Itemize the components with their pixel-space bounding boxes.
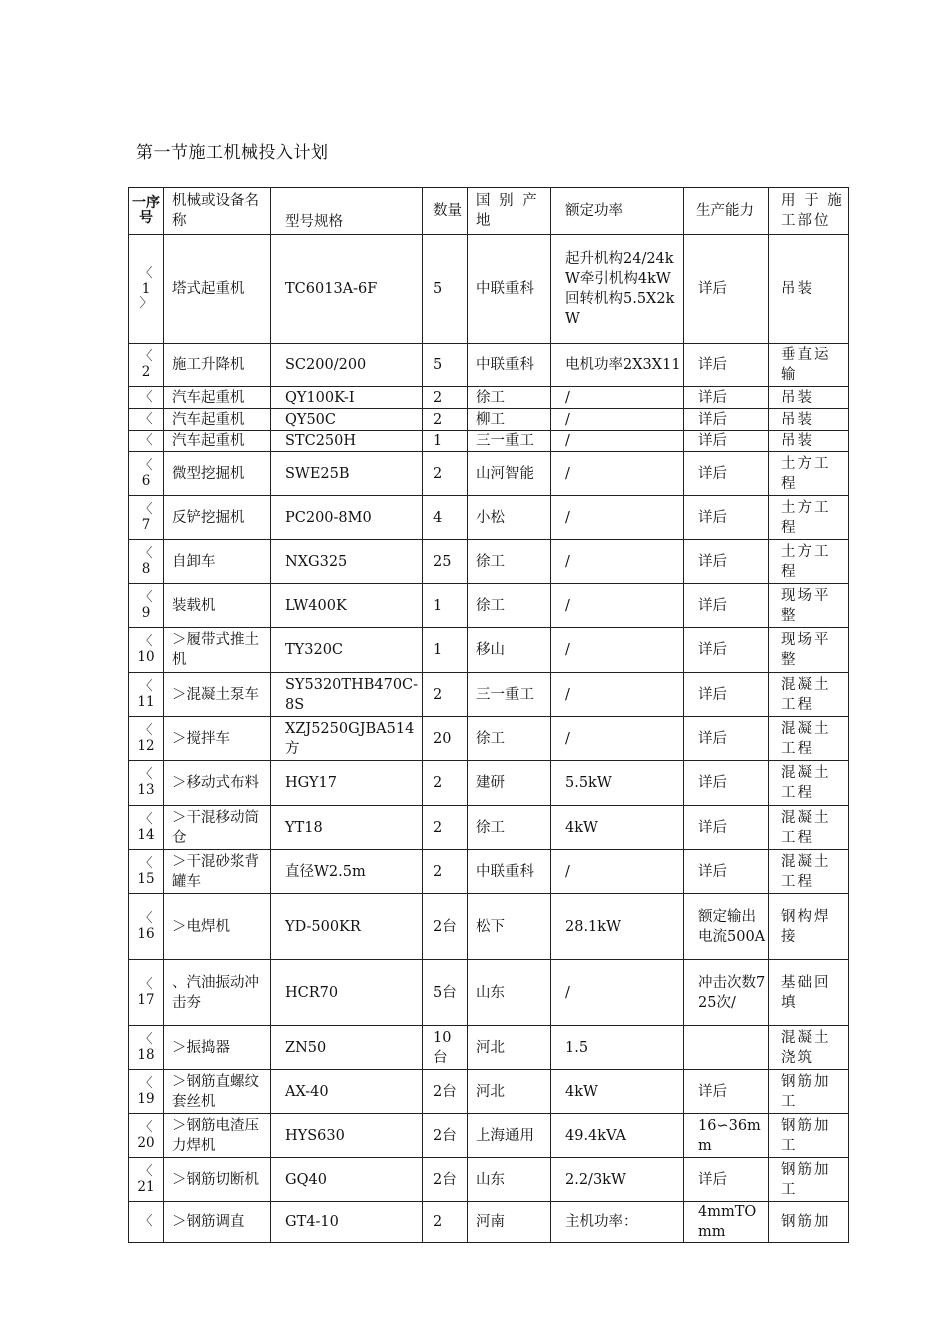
- cell-model: TY320C: [271, 628, 423, 673]
- index-bracket: 〈: [139, 545, 153, 561]
- index-bracket: 〈: [139, 634, 153, 649]
- cell-model: LW400K: [271, 584, 423, 628]
- index-bracket: 〈: [139, 589, 153, 605]
- cell-qty: 5: [423, 344, 468, 387]
- cell-model: GQ40: [271, 1158, 423, 1202]
- index-number: 10: [137, 649, 155, 665]
- cell-qty: 2台: [423, 894, 468, 960]
- cell-power: /: [551, 409, 684, 431]
- cell-qty: 2: [423, 806, 468, 850]
- header-use: 用 于 施工部位: [769, 188, 849, 235]
- cell-name: ＞钢筋直螺纹套丝机: [164, 1070, 271, 1114]
- cell-name: ＞移动式布料: [164, 761, 271, 806]
- index-number: 19: [137, 1090, 155, 1107]
- cell-index: [129, 409, 164, 431]
- cell-name: ＞钢筋切断机: [164, 1158, 271, 1202]
- cell-power: 主机功率：: [551, 1202, 684, 1243]
- table-row: [129, 806, 849, 850]
- index-bracket: 〈: [139, 349, 153, 364]
- cell-capacity: 详后: [684, 431, 769, 452]
- index-number: 15: [137, 870, 155, 887]
- cell-use: 混凝土工程: [769, 673, 849, 717]
- index-bracket: 〈: [139, 1075, 153, 1091]
- index-bracket: 〈: [139, 411, 153, 427]
- cell-origin: 徐工: [468, 584, 551, 628]
- index-number: 6: [141, 472, 151, 489]
- index-bracket: 〈: [139, 910, 153, 926]
- cell-power: 49.4kVA: [551, 1114, 684, 1158]
- table-row: [129, 1114, 849, 1158]
- cell-qty: 2: [423, 1202, 468, 1243]
- index-number: 14: [137, 826, 155, 843]
- cell-power: 1.5: [551, 1026, 684, 1070]
- cell-use: 钢筋加: [769, 1202, 849, 1243]
- index-number: 1: [141, 281, 151, 297]
- cell-use: 土方工程: [769, 496, 849, 540]
- cell-power: /: [551, 496, 684, 540]
- cell-use: 钢筋加工: [769, 1070, 849, 1114]
- cell-qty: 1: [423, 584, 468, 628]
- cell-origin: 三一重工: [468, 673, 551, 717]
- header-index: 一序号: [129, 188, 164, 235]
- cell-use: 现场平整: [769, 584, 849, 628]
- header-power: 额定功率: [551, 188, 684, 235]
- cell-qty: 1: [423, 431, 468, 452]
- cell-index: [129, 894, 164, 960]
- cell-use: 混凝土浇筑: [769, 1026, 849, 1070]
- table-row: [129, 1026, 849, 1070]
- cell-name: ＞钢筋调直: [164, 1202, 271, 1243]
- cell-origin: 柳工: [468, 409, 551, 431]
- cell-qty: 2: [423, 673, 468, 717]
- cell-qty: 4: [423, 496, 468, 540]
- cell-model: GT4-10: [271, 1202, 423, 1243]
- cell-name: 汽车起重机: [164, 387, 271, 409]
- table-row: [129, 496, 849, 540]
- cell-power: /: [551, 387, 684, 409]
- cell-origin: 移山: [468, 628, 551, 673]
- index-bracket-close: 〉: [139, 296, 153, 311]
- cell-capacity: 详后: [684, 235, 769, 344]
- cell-index: [129, 1202, 164, 1243]
- cell-origin: 徐工: [468, 387, 551, 409]
- cell-name: 施工升降机: [164, 344, 271, 387]
- cell-model: YD-500KR: [271, 894, 423, 960]
- table-row: [129, 894, 849, 960]
- cell-use: 混凝土工程: [769, 761, 849, 806]
- cell-name: 汽车起重机: [164, 409, 271, 431]
- cell-power: /: [551, 850, 684, 894]
- cell-use: 现场平整: [769, 628, 849, 673]
- cell-model: SWE25B: [271, 452, 423, 496]
- table-row: [129, 1202, 849, 1243]
- cell-capacity: 详后: [684, 850, 769, 894]
- header-qty: 数量: [423, 188, 468, 235]
- table-row: [129, 850, 849, 894]
- cell-power: 起升机构24/24kW牵引机构4kW回转机构5.5X2kW: [551, 235, 684, 344]
- cell-capacity: 详后: [684, 344, 769, 387]
- cell-name: 塔式起重机: [164, 235, 271, 344]
- cell-model: TC6013A-6F: [271, 235, 423, 344]
- cell-use: 吊装: [769, 235, 849, 344]
- cell-model: NXG325: [271, 540, 423, 584]
- index-number: 12: [137, 737, 155, 754]
- cell-origin: 中联重科: [468, 344, 551, 387]
- cell-origin: 山东: [468, 960, 551, 1026]
- cell-model: QY50C: [271, 409, 423, 431]
- cell-name: ＞履带式推土机: [164, 628, 271, 673]
- index-bracket: 〈: [139, 1163, 153, 1179]
- cell-origin: 山河智能: [468, 452, 551, 496]
- cell-index: [129, 1070, 164, 1114]
- cell-name: 装载机: [164, 584, 271, 628]
- cell-use: 混凝土工程: [769, 806, 849, 850]
- cell-model: AX-40: [271, 1070, 423, 1114]
- cell-capacity: 详后: [684, 628, 769, 673]
- cell-origin: 中联重科: [468, 235, 551, 344]
- cell-index: [129, 540, 164, 584]
- cell-index: [129, 960, 164, 1026]
- header-name: 机械或设备名称: [164, 188, 271, 235]
- index-number: 16: [137, 925, 155, 942]
- cell-power: /: [551, 540, 684, 584]
- header-origin: 国 别 产地: [468, 188, 551, 235]
- equipment-table: [128, 187, 849, 1243]
- cell-use: 基础回填: [769, 960, 849, 1026]
- cell-model: 直径W2.5m: [271, 850, 423, 894]
- cell-index: [129, 344, 164, 387]
- cell-power: /: [551, 717, 684, 761]
- cell-capacity: 详后: [684, 673, 769, 717]
- cell-name: ＞混凝土泵车: [164, 673, 271, 717]
- cell-capacity: 4mmTOmm: [684, 1202, 769, 1243]
- cell-model: HCR70: [271, 960, 423, 1026]
- index-number: 9: [141, 604, 151, 621]
- cell-model: SY5320THB470C-8S: [271, 673, 423, 717]
- cell-capacity: 详后: [684, 806, 769, 850]
- cell-power: /: [551, 452, 684, 496]
- cell-capacity: 详后: [684, 452, 769, 496]
- table-row: [129, 761, 849, 806]
- cell-index: [129, 761, 164, 806]
- table-row: [129, 960, 849, 1026]
- index-number: 21: [137, 1178, 155, 1195]
- cell-use: 钢筋加工: [769, 1158, 849, 1202]
- cell-qty: 2台: [423, 1070, 468, 1114]
- cell-name: ＞振捣器: [164, 1026, 271, 1070]
- header-capacity: 生产能力: [684, 188, 769, 235]
- cell-use: 吊装: [769, 387, 849, 409]
- table-row: [129, 628, 849, 673]
- cell-model: HGY17: [271, 761, 423, 806]
- cell-power: 5.5kW: [551, 761, 684, 806]
- index-bracket: 〈: [139, 1119, 153, 1135]
- cell-use: 钢筋加工: [769, 1114, 849, 1158]
- cell-capacity: [684, 1026, 769, 1070]
- cell-capacity: 详后: [684, 540, 769, 584]
- header-model: 型号规格: [271, 188, 423, 235]
- cell-power: /: [551, 628, 684, 673]
- cell-model: SC200/200: [271, 344, 423, 387]
- cell-capacity: 详后: [684, 496, 769, 540]
- cell-name: 微型挖掘机: [164, 452, 271, 496]
- cell-name: ＞干混砂浆背罐车: [164, 850, 271, 894]
- table-row: [129, 431, 849, 452]
- index-number: 2: [141, 364, 151, 380]
- index-bracket: 〈: [139, 1214, 153, 1229]
- cell-qty: 2: [423, 452, 468, 496]
- cell-qty: 2台: [423, 1158, 468, 1202]
- cell-origin: 上海通用: [468, 1114, 551, 1158]
- cell-name: ＞电焊机: [164, 894, 271, 960]
- cell-power: /: [551, 584, 684, 628]
- page-title: 第一节施工机械投入计划: [136, 143, 329, 163]
- cell-origin: 徐工: [468, 540, 551, 584]
- index-bracket: 〈: [139, 1031, 153, 1047]
- cell-power: 2.2/3kW: [551, 1158, 684, 1202]
- cell-capacity: 详后: [684, 1070, 769, 1114]
- cell-origin: 山东: [468, 1158, 551, 1202]
- index-bracket: 〈: [139, 457, 153, 473]
- cell-use: 垂直运输: [769, 344, 849, 387]
- cell-use: 混凝土工程: [769, 850, 849, 894]
- index-bracket: 〈: [139, 501, 153, 517]
- index-bracket: 〈: [139, 433, 153, 448]
- cell-index: [129, 1026, 164, 1070]
- cell-model: HYS630: [271, 1114, 423, 1158]
- cell-origin: 小松: [468, 496, 551, 540]
- cell-use: 吊装: [769, 409, 849, 431]
- cell-origin: 徐工: [468, 806, 551, 850]
- index-bracket: 〈: [139, 722, 153, 738]
- cell-name: 、汽油振动冲击夯: [164, 960, 271, 1026]
- table-row: [129, 540, 849, 584]
- table-row: [129, 387, 849, 409]
- cell-capacity: 详后: [684, 717, 769, 761]
- cell-qty: 2: [423, 409, 468, 431]
- table-row: [129, 717, 849, 761]
- index-number: 8: [141, 560, 151, 577]
- table-row: [129, 1158, 849, 1202]
- cell-use: 土方工程: [769, 540, 849, 584]
- table-row: [129, 584, 849, 628]
- cell-origin: 河北: [468, 1026, 551, 1070]
- cell-use: 土方工程: [769, 452, 849, 496]
- index-number: 20: [137, 1134, 155, 1151]
- cell-origin: 中联重科: [468, 850, 551, 894]
- cell-name: 汽车起重机: [164, 431, 271, 452]
- cell-qty: 2: [423, 850, 468, 894]
- table-row: [129, 673, 849, 717]
- table-row: [129, 409, 849, 431]
- cell-model: PC200-8M0: [271, 496, 423, 540]
- table-body: [129, 235, 849, 1243]
- cell-model: QY100K-I: [271, 387, 423, 409]
- index-bracket: 〈: [139, 389, 153, 405]
- cell-index: [129, 1158, 164, 1202]
- cell-power: 4kW: [551, 806, 684, 850]
- cell-power: /: [551, 431, 684, 452]
- index-number: 11: [137, 693, 155, 710]
- cell-name: ＞干混移动筒仓: [164, 806, 271, 850]
- index-number: 7: [141, 516, 151, 533]
- cell-name: ＞钢筋电渣压力焊机: [164, 1114, 271, 1158]
- cell-index: [129, 628, 164, 673]
- cell-origin: 松下: [468, 894, 551, 960]
- cell-capacity: 16∽36mm: [684, 1114, 769, 1158]
- cell-model: YT18: [271, 806, 423, 850]
- cell-index: [129, 673, 164, 717]
- index-bracket: 〈: [139, 767, 153, 782]
- cell-name: 反铲挖掘机: [164, 496, 271, 540]
- cell-capacity: 额定输出电流500A: [684, 894, 769, 960]
- cell-index: [129, 496, 164, 540]
- index-number: 13: [137, 782, 155, 798]
- cell-index: [129, 850, 164, 894]
- cell-origin: 三一重工: [468, 431, 551, 452]
- cell-index: [129, 717, 164, 761]
- index-bracket: 〈: [139, 678, 153, 694]
- cell-index: [129, 431, 164, 452]
- cell-model: ZN50: [271, 1026, 423, 1070]
- cell-qty: 2: [423, 387, 468, 409]
- cell-power: /: [551, 673, 684, 717]
- cell-power: 4kW: [551, 1070, 684, 1114]
- cell-qty: 5台: [423, 960, 468, 1026]
- table-row: [129, 235, 849, 344]
- cell-capacity: 详后: [684, 1158, 769, 1202]
- cell-qty: 1: [423, 628, 468, 673]
- cell-index: [129, 235, 164, 344]
- index-number: 18: [137, 1046, 155, 1063]
- table-row: [129, 1070, 849, 1114]
- index-bracket: 〈: [139, 811, 153, 827]
- cell-origin: 徐工: [468, 717, 551, 761]
- cell-capacity: 详后: [684, 584, 769, 628]
- cell-qty: 2: [423, 761, 468, 806]
- cell-origin: 河北: [468, 1070, 551, 1114]
- cell-qty: 2台: [423, 1114, 468, 1158]
- cell-qty: 5: [423, 235, 468, 344]
- index-bracket: 〈: [139, 855, 153, 871]
- cell-use: 混凝土工程: [769, 717, 849, 761]
- cell-index: [129, 387, 164, 409]
- cell-use: 吊装: [769, 431, 849, 452]
- table-row: [129, 452, 849, 496]
- cell-index: [129, 452, 164, 496]
- index-bracket: 〈: [139, 266, 153, 281]
- table-row: [129, 344, 849, 387]
- cell-name: 自卸车: [164, 540, 271, 584]
- cell-index: [129, 806, 164, 850]
- cell-model: XZJ5250GJBA514方: [271, 717, 423, 761]
- cell-capacity: 详后: [684, 761, 769, 806]
- cell-power: 28.1kW: [551, 894, 684, 960]
- cell-model: STC250H: [271, 431, 423, 452]
- cell-origin: 河南: [468, 1202, 551, 1243]
- cell-use: 钢构焊接: [769, 894, 849, 960]
- cell-capacity: 详后: [684, 409, 769, 431]
- cell-index: [129, 1114, 164, 1158]
- cell-name: ＞搅拌车: [164, 717, 271, 761]
- index-number: 17: [137, 991, 155, 1008]
- cell-qty: 10台: [423, 1026, 468, 1070]
- cell-index: [129, 584, 164, 628]
- cell-origin: 建研: [468, 761, 551, 806]
- cell-capacity: 详后: [684, 387, 769, 409]
- index-bracket: 〈: [139, 976, 153, 992]
- cell-capacity: 冲击次数725次/: [684, 960, 769, 1026]
- cell-qty: 20: [423, 717, 468, 761]
- table-header-row: [129, 188, 849, 235]
- cell-qty: 25: [423, 540, 468, 584]
- cell-power: /: [551, 960, 684, 1026]
- cell-power: 电机功率2X3X11: [551, 344, 684, 387]
